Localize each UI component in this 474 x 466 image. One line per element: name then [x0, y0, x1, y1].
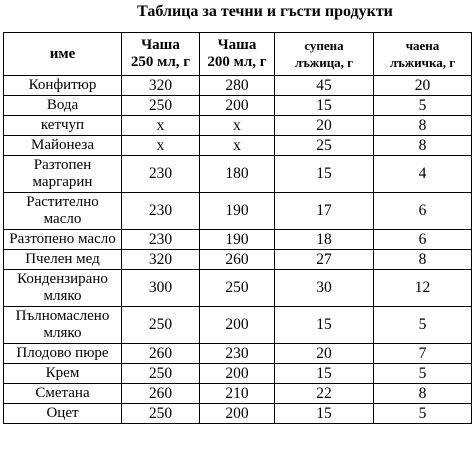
product-name-line2: мляко [43, 325, 82, 341]
product-name-cell [4, 136, 122, 156]
product-name-cell [4, 156, 122, 193]
product-name-cell [4, 96, 122, 116]
teaspoon-cell: 6 [374, 230, 472, 250]
header-tablespoon-line2: лъжица, г [294, 55, 354, 70]
header-teaspoon-line2: лъжичка, г [389, 55, 456, 70]
tablespoon-cell: 20 [275, 344, 374, 364]
product-name-cell [4, 344, 122, 364]
table-body [4, 76, 472, 424]
tablespoon-cell: 15 [275, 307, 374, 344]
tablespoon-cell: 15 [275, 404, 374, 424]
product-name-line1: Растително [26, 194, 99, 210]
cup-250-cell: 320 [122, 250, 200, 270]
cup-250-cell: 250 [122, 404, 200, 424]
cup-250-cell: 230 [122, 230, 200, 250]
product-name-cell [4, 384, 122, 404]
teaspoon-cell: 5 [374, 96, 472, 116]
teaspoon-cell: 8 [374, 384, 472, 404]
tablespoon-cell: 15 [275, 364, 374, 384]
header-cup-200-line2: 200 мл, г [207, 54, 267, 70]
product-name-line1: Кондензирано [17, 271, 108, 287]
cup-250-cell: x [122, 136, 200, 156]
product-name-line1: Пълномаслено [15, 308, 110, 324]
product-name-line1: Сметана [35, 385, 90, 401]
tablespoon-cell: 18 [275, 230, 374, 250]
product-name-line1: Майонеза [31, 137, 94, 153]
tablespoon-cell: 27 [275, 250, 374, 270]
product-name-cell [4, 193, 122, 230]
product-name-line1: Разтопен [33, 157, 92, 173]
product-name-line1: Конфитюр [28, 77, 97, 93]
cup-250-cell: 230 [122, 156, 200, 193]
table-row [4, 156, 472, 193]
product-name-line1: Плодово пюре [16, 345, 109, 361]
table-header-row [4, 33, 472, 76]
page-title: Таблица за течни и гъсти продукти [137, 3, 393, 20]
table-row [4, 116, 472, 136]
table-row [4, 307, 472, 344]
header-name-label: име [49, 45, 76, 62]
cup-200-cell: 190 [200, 230, 275, 250]
table-row [4, 404, 472, 424]
product-name-line1: Крем [45, 365, 80, 381]
tablespoon-cell: 15 [275, 156, 374, 193]
header-cup-250-line1: Чаша [141, 37, 180, 53]
teaspoon-cell: 4 [374, 156, 472, 193]
teaspoon-cell: 8 [374, 116, 472, 136]
table-row [4, 136, 472, 156]
tablespoon-cell: 20 [275, 116, 374, 136]
teaspoon-cell: 7 [374, 344, 472, 364]
cup-200-cell: 250 [200, 270, 275, 307]
product-name-line1: Пчелен мед [25, 251, 100, 267]
cup-250-cell: 250 [122, 96, 200, 116]
cup-250-cell: 250 [122, 307, 200, 344]
cup-250-cell: 250 [122, 364, 200, 384]
header-teaspoon [374, 33, 472, 76]
cup-200-cell: x [200, 116, 275, 136]
cup-200-cell: 200 [200, 404, 275, 424]
table-row [4, 364, 472, 384]
product-name-cell [4, 116, 122, 136]
product-name-line1: Разтопено масло [9, 231, 116, 247]
tablespoon-cell: 25 [275, 136, 374, 156]
product-name-cell [4, 250, 122, 270]
table-row [4, 230, 472, 250]
product-name-line1: кетчуп [40, 117, 85, 133]
product-name-line2: мляко [43, 288, 82, 304]
cup-200-cell: 180 [200, 156, 275, 193]
product-name-line2: маргарин [32, 174, 93, 190]
tablespoon-cell: 22 [275, 384, 374, 404]
table-row [4, 250, 472, 270]
tablespoon-cell: 30 [275, 270, 374, 307]
teaspoon-cell: 5 [374, 364, 472, 384]
table-row [4, 270, 472, 307]
teaspoon-cell: 20 [374, 76, 472, 96]
teaspoon-cell: 8 [374, 250, 472, 270]
cup-200-cell: 190 [200, 193, 275, 230]
cup-250-cell: 230 [122, 193, 200, 230]
product-name-cell [4, 230, 122, 250]
tablespoon-cell: 45 [275, 76, 374, 96]
product-name-cell [4, 404, 122, 424]
cup-200-cell: 210 [200, 384, 275, 404]
teaspoon-cell: 12 [374, 270, 472, 307]
product-name-cell [4, 364, 122, 384]
header-cup-250-line2: 250 мл, г [130, 54, 191, 70]
table-row [4, 76, 472, 96]
cup-250-cell: 260 [122, 384, 200, 404]
product-name-cell [4, 307, 122, 344]
header-cup-200 [200, 33, 275, 76]
teaspoon-cell: 5 [374, 404, 472, 424]
cup-200-cell: 280 [200, 76, 275, 96]
tablespoon-cell: 15 [275, 96, 374, 116]
cup-200-cell: 200 [200, 364, 275, 384]
table-row [4, 96, 472, 116]
product-name-line1: Оцет [46, 405, 79, 421]
cup-200-cell: x [200, 136, 275, 156]
header-cup-200-line1: Чаша [217, 37, 257, 53]
header-tablespoon-line1: супена [304, 38, 344, 53]
product-name-line1: Вода [46, 97, 79, 113]
header-cup-250 [122, 33, 200, 76]
teaspoon-cell: 5 [374, 307, 472, 344]
cup-250-cell: x [122, 116, 200, 136]
cup-200-cell: 200 [200, 96, 275, 116]
cup-250-cell: 320 [122, 76, 200, 96]
product-name-cell [4, 270, 122, 307]
header-tablespoon [275, 33, 374, 76]
cup-250-cell: 300 [122, 270, 200, 307]
cup-200-cell: 260 [200, 250, 275, 270]
table-row [4, 344, 472, 364]
cup-200-cell: 230 [200, 344, 275, 364]
header-name [4, 33, 122, 76]
conversion-table [3, 32, 472, 424]
tablespoon-cell: 17 [275, 193, 374, 230]
teaspoon-cell: 8 [374, 136, 472, 156]
product-name-line2: масло [43, 211, 82, 227]
cup-250-cell: 260 [122, 344, 200, 364]
table-row [4, 384, 472, 404]
header-teaspoon-line1: чаена [405, 38, 440, 53]
teaspoon-cell: 6 [374, 193, 472, 230]
product-name-cell [4, 76, 122, 96]
cup-200-cell: 200 [200, 307, 275, 344]
table-row [4, 193, 472, 230]
